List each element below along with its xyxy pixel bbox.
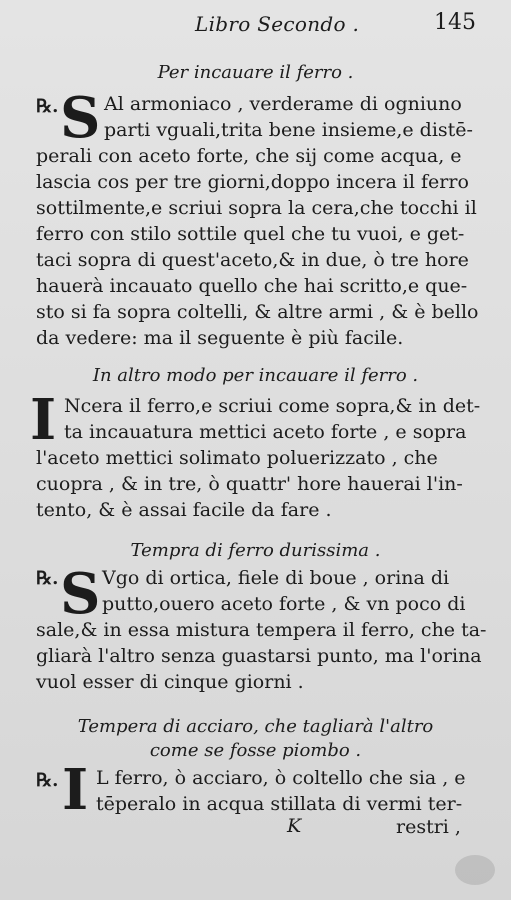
section-title-continued: come se fosse piombo . xyxy=(149,740,362,761)
page-stain xyxy=(455,855,495,885)
text-line: da vedere: ma il seguente è più facile. xyxy=(36,327,404,349)
recipe-mark: ℞. xyxy=(36,770,59,791)
section-title: Tempera di acciaro, che tagliarà l'altro xyxy=(77,716,434,737)
text-line: l'aceto mettici solimato poluerizzato , che xyxy=(36,447,438,469)
text-line: ferro con stilo sottile quel che tu vuoi, e get- xyxy=(36,223,465,245)
text-line: cuopra , & in tre, ò quattr' hore hauerai l'in- xyxy=(36,473,463,495)
text-line: sottilmente,e scriui sopra la cera,che tocchi il xyxy=(36,197,477,219)
text-line: hauerà incauato quello che hai scritto,e que- xyxy=(36,275,468,297)
text-line: tēperalo in acqua stillata di vermi ter- xyxy=(96,793,463,815)
text-line: parti vguali,trita bene insieme,e distē- xyxy=(104,119,473,141)
text-line: vuol esser di cinque giorni . xyxy=(36,671,304,693)
page-header xyxy=(0,8,511,38)
text-line: lascia cos per tre giorni,doppo incera il ferro xyxy=(36,171,469,193)
section-title: In altro modo per incauare il ferro . xyxy=(92,365,419,386)
text-line: putto,ouero aceto forte , & vn poco di xyxy=(102,593,466,615)
running-head: Libro Secondo . xyxy=(195,12,360,36)
text-line: Al armoniaco , verderame di ogniuno xyxy=(104,93,462,115)
recipe-mark: ℞. xyxy=(36,568,59,589)
text-line: perali con aceto forte, che sij come acqua, e xyxy=(36,145,462,167)
drop-cap: S xyxy=(60,561,101,627)
section-title: Tempra di ferro durissima . xyxy=(130,540,381,561)
text-line: gliarà l'altro senza guastarsi punto, ma l'orina xyxy=(36,645,482,667)
drop-cap: I xyxy=(30,387,57,453)
drop-cap: S xyxy=(60,85,101,151)
text-line: Ncera il ferro,e scriui come sopra,& in det- xyxy=(64,395,481,417)
text-line: tento, & è assai facile da fare . xyxy=(36,499,332,521)
page-number: 145 xyxy=(434,10,476,35)
drop-cap: I xyxy=(62,757,89,823)
text-line: Vgo di ortica, fiele di boue , orina di xyxy=(102,567,450,589)
text-line: sto si fa sopra coltelli, & altre armi , & è bello xyxy=(36,301,479,323)
recipe-mark: ℞. xyxy=(36,96,59,117)
text-line: sale,& in essa mistura tempera il ferro, che ta- xyxy=(36,619,487,641)
text-line: restri , xyxy=(396,816,461,838)
section-title: Per incauare il ferro . xyxy=(157,62,354,83)
text-line: ta incauatura mettici aceto forte , e sopra xyxy=(64,421,467,443)
text-line: L ferro, ò acciaro, ò coltello che sia , e xyxy=(96,767,466,789)
signature-mark: K xyxy=(287,815,302,837)
text-line: taci sopra di quest'aceto,& in due, ò tre hore xyxy=(36,249,469,271)
